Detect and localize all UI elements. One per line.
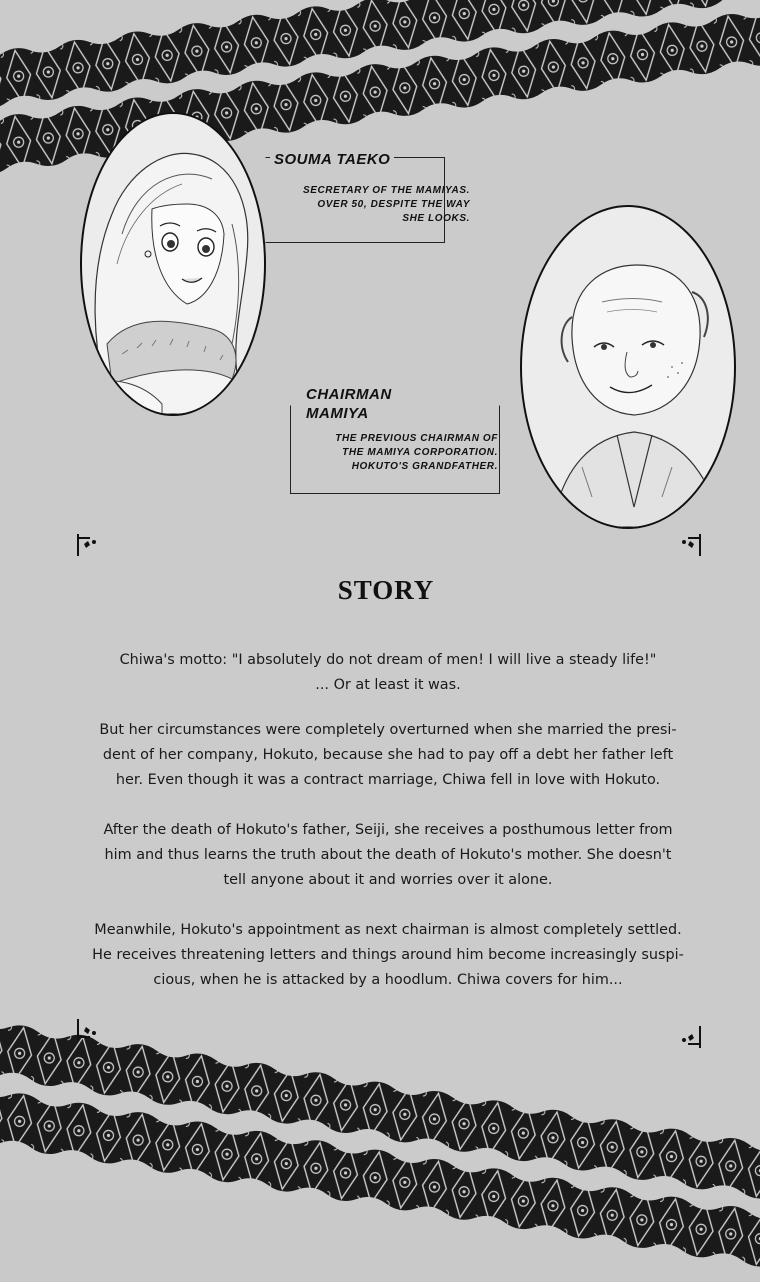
taeko-description: SECRETARY OF THE MAMIYAS. OVER 50, DESPITE THE WAY SHE LOOKS. (302, 185, 470, 224)
story-paragraph: But her circumstances were completely overturned when she married the presi- dent of her company, Hokuto, because she had to pay off a debt her father left her. Even though it was a contract marriage, Chiwa fell in love with Hokuto. (99, 722, 677, 788)
fleuron-icon (72, 1015, 102, 1045)
chairman-mamiya-portrait (520, 205, 736, 529)
souma-taeko-portrait (80, 112, 266, 416)
mamiya-name: CHAIRMAN MAMIYA (302, 385, 396, 423)
mamiya-description: THE PREVIOUS CHAIRMAN OF THE MAMIYA CORPORATION. HOKUTO'S GRANDFATHER. (335, 433, 498, 472)
fleuron-icon (676, 530, 706, 560)
story-title: STORY (337, 575, 435, 605)
story-paragraph: After the death of Hokuto's father, Seiji, she receives a posthumous letter from him and thus learns the truth about the death of Hokuto's mother. She doesn't tell anyone about it and worries over it alone. (103, 822, 673, 888)
fleuron-icon (676, 1022, 706, 1052)
fleuron-icon (72, 530, 102, 560)
story-paragraph: Chiwa's motto: "I absolutely do not dream of men! I will live a steady life!" ... Or at least it was. (119, 652, 657, 693)
story-paragraph: Meanwhile, Hokuto's appointment as next chairman is almost completely settled. He receives threatening letters and things around him become increasingly suspi- cious, when he is attacked by a hoodlum. Chiwa covers for him... (92, 922, 684, 988)
taeko-name: SOUMA TAEKO (270, 150, 394, 169)
